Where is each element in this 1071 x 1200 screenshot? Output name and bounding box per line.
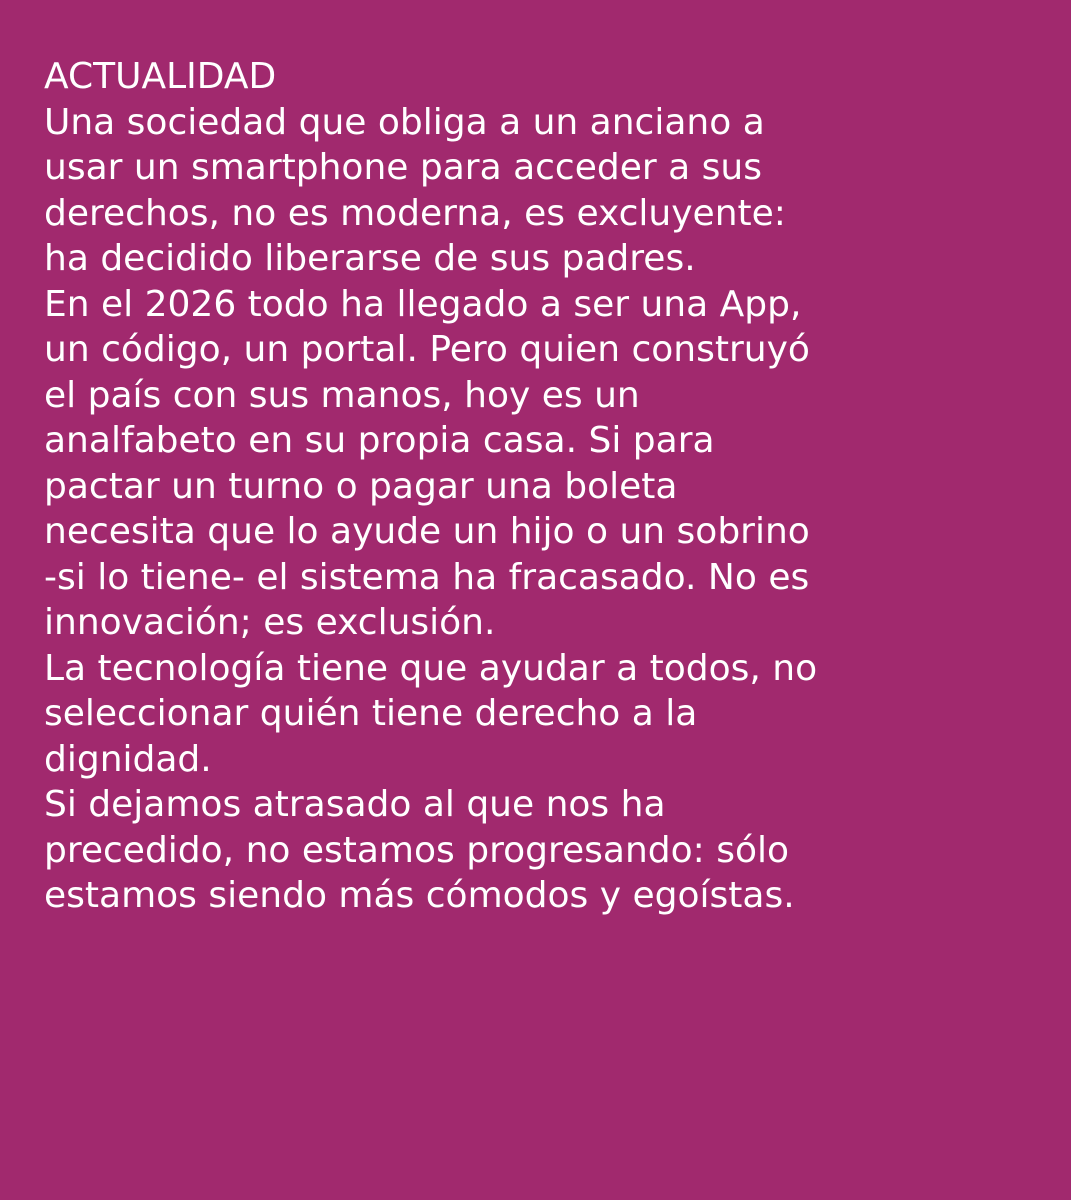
text-line: ha decidido liberarse de sus padres.	[44, 238, 696, 279]
text-line: analfabeto en su propia casa. Si para	[44, 420, 715, 461]
paragraph-1	[44, 100, 1051, 282]
text-line: Si dejamos atrasado al que nos ha	[44, 784, 666, 825]
text-line: pactar un turno o pagar una boleta	[44, 465, 678, 507]
text-line: Una sociedad que obliga a un anciano a	[44, 101, 765, 143]
text-line: necesita que lo ayude un hijo o un sobrino	[44, 511, 810, 552]
text-line: -si lo tiene- el sistema ha fracasado. No es	[44, 556, 810, 598]
text-line: dignidad.	[44, 738, 212, 780]
text-line: estamos siendo más cómodos y egoístas.	[44, 875, 795, 916]
text-line: precedido, no estamos progresando: sólo	[44, 829, 790, 871]
paragraph-4	[44, 782, 1051, 919]
text-line: seleccionar quién tiene derecho a la	[44, 693, 698, 734]
paragraph-3	[44, 646, 1051, 783]
text-line: un código, un portal. Pero quien construyó	[44, 329, 810, 370]
text-line: el país con sus manos, hoy es un	[44, 374, 640, 416]
text-line: derechos, no es moderna, es excluyente:	[44, 192, 786, 234]
text-line: usar un smartphone para acceder a sus	[44, 147, 762, 188]
post-title: ACTUALIDAD	[44, 56, 277, 97]
paragraph-2	[44, 282, 1051, 646]
text-line: innovación; es exclusión.	[44, 602, 496, 643]
text-line: En el 2026 todo ha llegado a ser una App,	[44, 283, 802, 325]
text-line: La tecnología tiene que ayudar a todos, no	[44, 647, 818, 689]
